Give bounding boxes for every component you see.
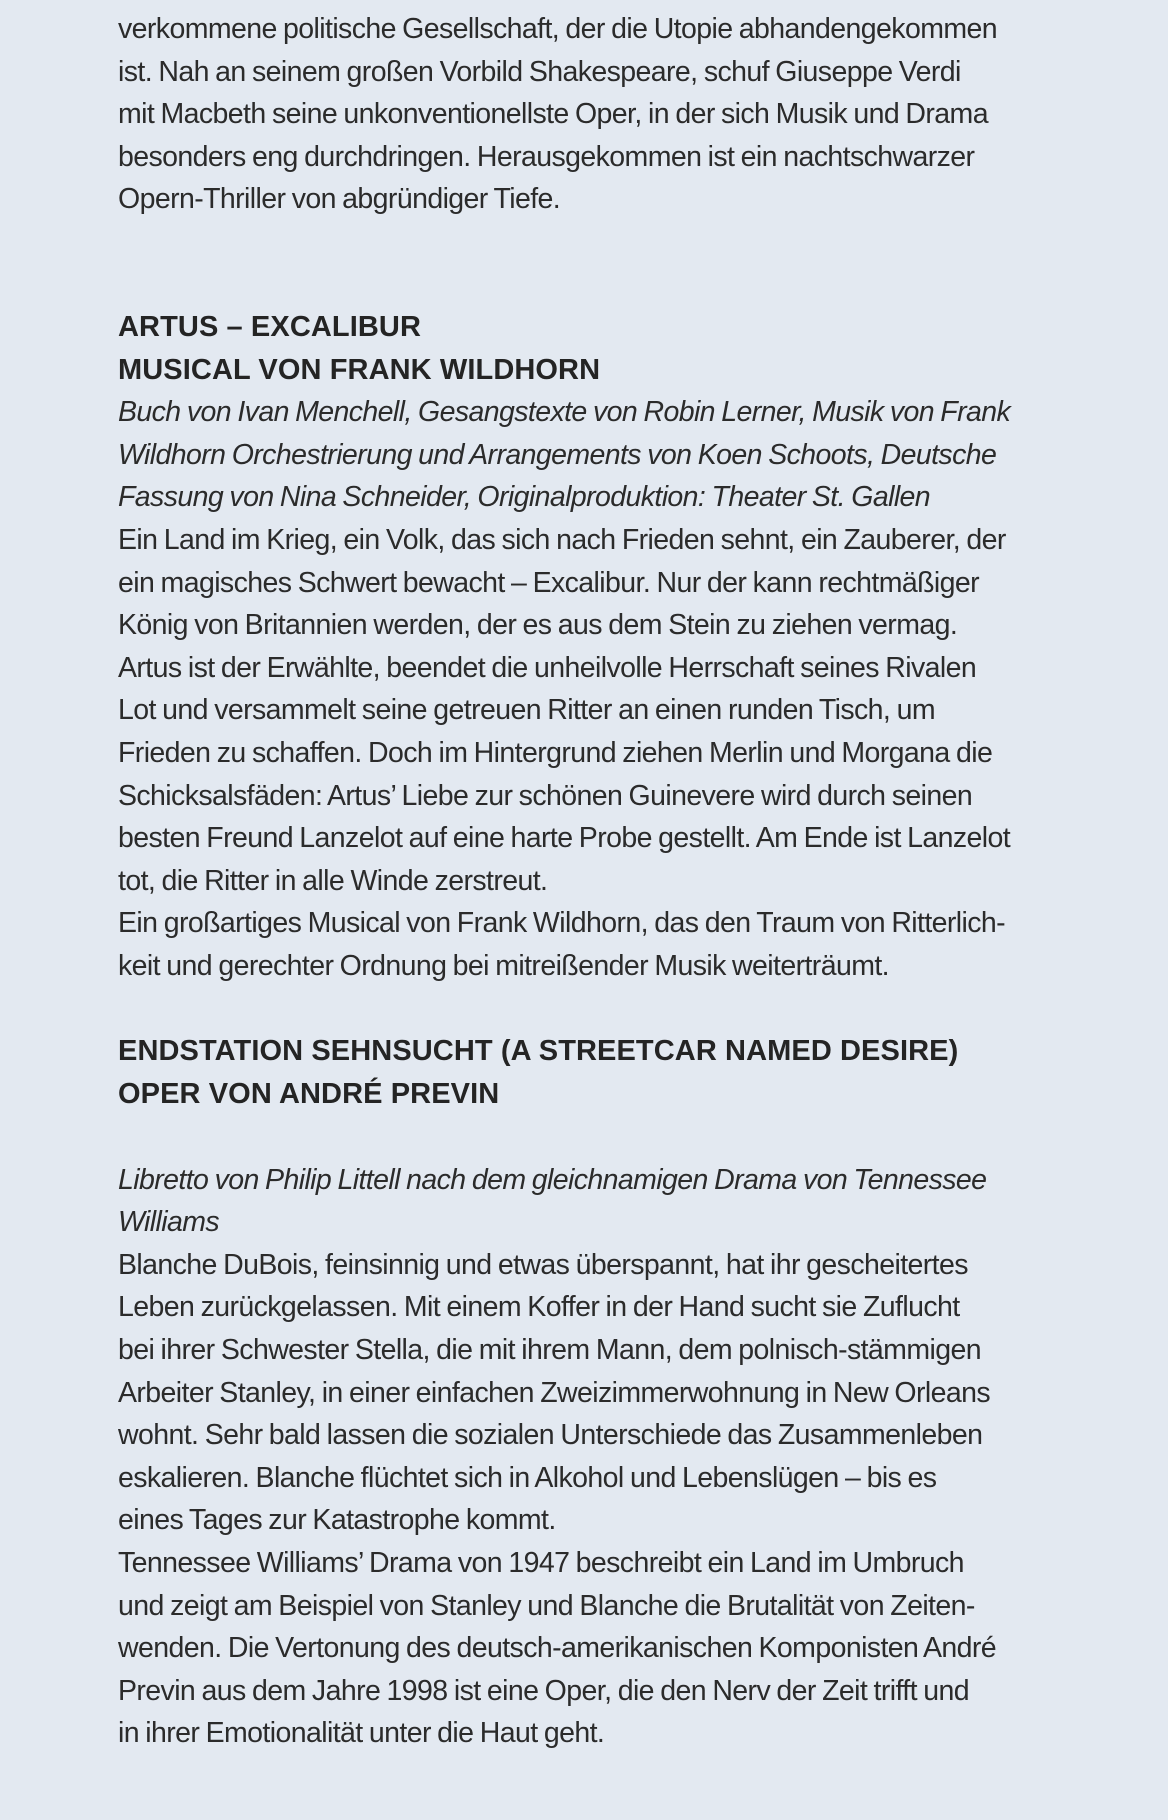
- body-line: Artus ist der Erwählte, beendet die unheilvolle Herrschaft seines Rivalen: [118, 651, 977, 684]
- body-line: Ein Land im Krieg, ein Volk, das sich nach Frieden sehnt, ein Zauberer, der: [118, 523, 1006, 556]
- intro-line: Opern-Thriller von abgründiger Tiefe.: [118, 183, 561, 216]
- body-line: besten Freund Lanzelot auf eine harte Probe gestellt. Am Ende ist Lanzelot: [118, 822, 1011, 855]
- section-body: [118, 519, 1058, 988]
- credits-line: Wildhorn Orchestrierung und Arrangements von Koen Schoots, Deutsche: [118, 438, 997, 471]
- spacer: [118, 987, 1058, 1030]
- heading-line: ARTUS – EXCALIBUR: [118, 310, 421, 343]
- body-line: in ihrer Emotionalität unter die Haut geht.: [118, 1717, 605, 1750]
- section-endstation-sehnsucht: [118, 1030, 1058, 1755]
- intro-paragraph: [118, 8, 1058, 221]
- intro-line: ist. Nah an seinem großen Vorbild Shakespeare, schuf Giuseppe Verdi: [118, 55, 961, 88]
- heading-line: OPER VON ANDRÉ PREVIN: [118, 1078, 500, 1111]
- credits-line: Fassung von Nina Schneider, Originalproduktion: Theater St. Gallen: [118, 481, 931, 514]
- body-line: eines Tages zur Katastrophe kommt.: [118, 1504, 556, 1537]
- spacer: [118, 221, 1058, 306]
- body-line: keit und gerechter Ordnung bei mitreißender Musik weiterträumt.: [118, 949, 889, 982]
- section-heading: [118, 306, 1058, 391]
- credits-line: Williams: [118, 1206, 220, 1239]
- body-line: Lot und versammelt seine getreuen Ritter an einen runden Tisch, um: [118, 694, 935, 727]
- heading-line: MUSICAL VON FRANK WILDHORN: [118, 353, 601, 386]
- body-line: wohnt. Sehr bald lassen die sozialen Unterschiede das Zusammenleben: [118, 1419, 983, 1452]
- body-line: wenden. Die Vertonung des deutsch-amerikanischen Komponisten André: [118, 1632, 997, 1665]
- intro-line: verkommene politische Gesellschaft, der die Utopie abhandengekommen: [118, 13, 997, 45]
- body-line: Arbeiter Stanley, in einer einfachen Zweizimmerwohnung in New Orleans: [118, 1376, 991, 1409]
- heading-line: ENDSTATION SEHNSUCHT (A STREETCAR NAMED DESIRE): [118, 1035, 959, 1068]
- credits-line: Buch von Ivan Menchell, Gesangstexte von Robin Lerner, Musik von Frank: [118, 396, 1011, 429]
- credits: [118, 1159, 1058, 1244]
- section-body: [118, 1244, 1058, 1755]
- section-artus: [118, 306, 1058, 988]
- body-line: Schicksalsfäden: Artus’ Liebe zur schönen Guinevere wird durch seinen: [118, 779, 973, 812]
- body-line: Ein großartiges Musical von Frank Wildhorn, das den Traum von Ritterlich-: [118, 907, 1006, 940]
- document-page: [118, 8, 1058, 1755]
- body-line: Previn aus dem Jahre 1998 ist eine Oper, die den Nerv der Zeit trifft und: [118, 1674, 969, 1707]
- body-line: König von Britannien werden, der es aus dem Stein zu ziehen vermag.: [118, 609, 958, 642]
- body-line: und zeigt am Beispiel von Stanley und Blanche die Brutalität von Zeiten-: [118, 1589, 975, 1622]
- intro-line: mit Macbeth seine unkonventionellste Oper, in der sich Musik und Drama: [118, 98, 988, 131]
- body-line: Frieden zu schaffen. Doch im Hintergrund ziehen Merlin und Morgana die: [118, 736, 993, 769]
- body-line: bei ihrer Schwester Stella, die mit ihrem Mann, dem polnisch-stämmigen: [118, 1334, 981, 1367]
- credits: [118, 391, 1058, 519]
- intro-line: besonders eng durchdringen. Herausgekommen ist ein nachtschwarzer: [118, 140, 975, 173]
- section-heading: [118, 1030, 1058, 1115]
- body-line: Tennessee Williams’ Drama von 1947 beschreibt ein Land im Umbruch: [118, 1547, 964, 1579]
- credits-line: Libretto von Philip Littell nach dem gleichnamigen Drama von Tennessee: [118, 1163, 987, 1196]
- body-line: ein magisches Schwert bewacht – Excalibur. Nur der kann rechtmäßiger: [118, 566, 980, 599]
- spacer: [118, 1116, 1058, 1159]
- body-line: eskalieren. Blanche flüchtet sich in Alkohol und Lebenslügen – bis es: [118, 1461, 937, 1494]
- body-line: Leben zurückgelassen. Mit einem Koffer in der Hand sucht sie Zuflucht: [118, 1291, 960, 1324]
- body-line: tot, die Ritter in alle Winde zerstreut.: [118, 864, 548, 897]
- body-line: Blanche DuBois, feinsinnig und etwas überspannt, hat ihr gescheitertes: [118, 1248, 968, 1281]
